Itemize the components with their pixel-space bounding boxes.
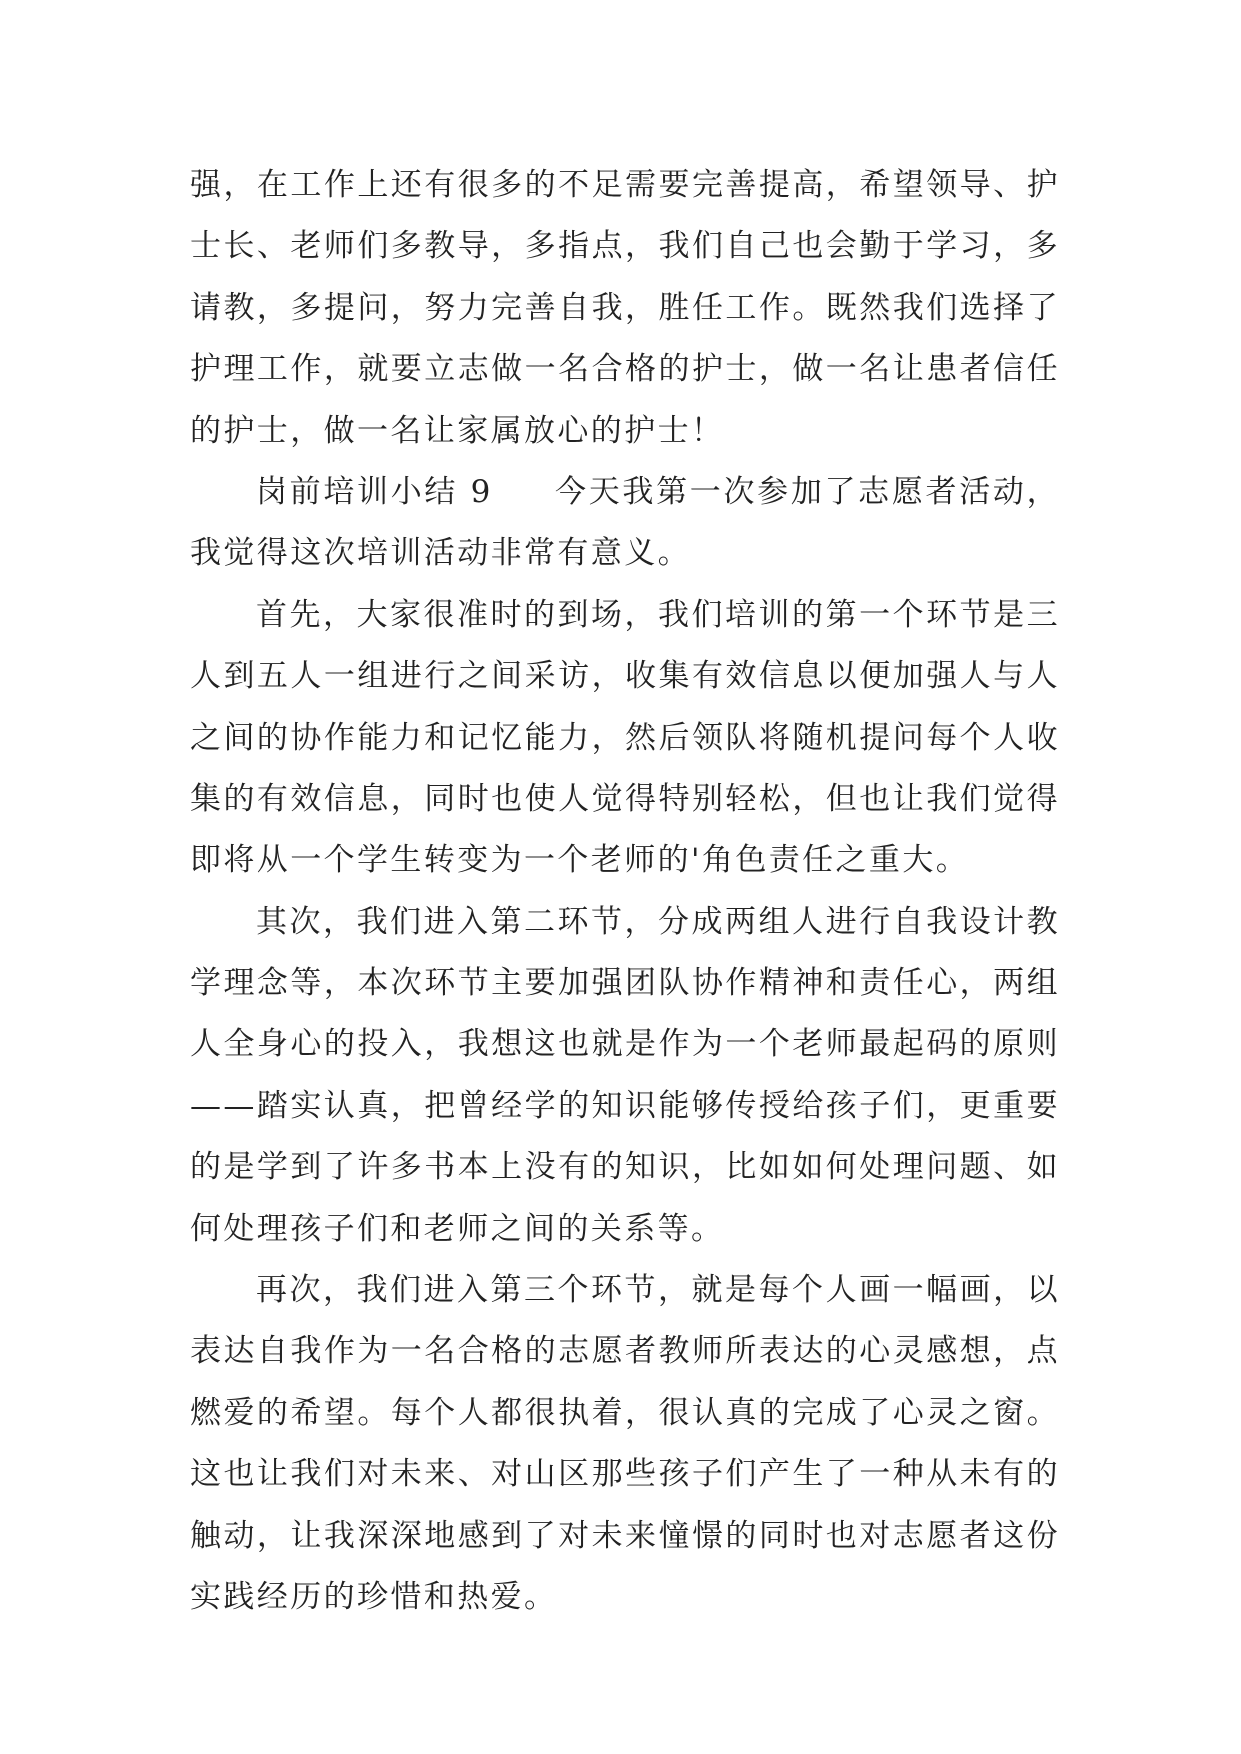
text-line: 人全身心的投入，我想这也就是作为一个老师最起码的原则	[190, 1026, 1060, 1063]
text-line: 人到五人一组进行之间采访，收集有效信息以便加强人与人	[190, 658, 1060, 695]
paragraph-start-line: 再次，我们进入第三个环节，就是每个人画一幅画，以	[256, 1272, 1060, 1309]
text-line: 这也让我们对未来、对山区那些孩子们产生了一种从未有的	[190, 1456, 1060, 1493]
text-line: 我觉得这次培训活动非常有意义。	[190, 535, 691, 572]
text-line: 士长、老师们多教导，多指点，我们自己也会勤于学习，多	[190, 228, 1060, 265]
paragraph-start-line: 其次，我们进入第二环节，分成两组人进行自我设计教	[256, 903, 1060, 940]
text-line: 的是学到了许多书本上没有的知识，比如如何处理问题、如	[190, 1149, 1060, 1186]
section-heading-line	[190, 462, 1060, 523]
document-body	[190, 155, 1060, 1628]
text-line: ——踏实认真，把曾经学的知识能够传授给孩子们，更重要	[190, 1087, 1060, 1124]
text-line: 请教，多提问，努力完善自我，胜任工作。既然我们选择了	[190, 289, 1060, 326]
section-title: 岗前培训小结	[256, 473, 459, 510]
paragraph-start-line: 首先，大家很准时的到场，我们培训的第一个环节是三	[256, 596, 1060, 633]
text-line: 护理工作，就要立志做一名合格的护士，做一名让患者信任	[190, 351, 1060, 388]
text-line: 集的有效信息，同时也使人觉得特别轻松，但也让我们觉得	[190, 780, 1060, 817]
section-first-sentence: 今天我第一次参加了志愿者活动，	[554, 473, 1060, 510]
text-line: 之间的协作能力和记忆能力，然后领队将随机提问每个人收	[190, 719, 1060, 756]
text-line: 的护士，做一名让家属放心的护士！	[190, 412, 725, 449]
text-line: 学理念等，本次环节主要加强团队协作精神和责任心，两组	[190, 965, 1060, 1002]
text-line: 表达自我作为一名合格的志愿者教师所表达的心灵感想，点	[190, 1333, 1060, 1370]
text-line: 燃爱的希望。每个人都很执着，很认真的完成了心灵之窗。	[190, 1394, 1060, 1431]
section-number: 9	[470, 473, 493, 510]
text-line: 实践经历的珍惜和热爱。	[190, 1578, 558, 1615]
text-line: 何处理孩子们和老师之间的关系等。	[190, 1210, 725, 1247]
text-line: 即将从一个学生转变为一个老师的'角色责任之重大。	[190, 842, 970, 879]
text-line: 强，在工作上还有很多的不足需要完善提高，希望领导、护	[190, 167, 1060, 203]
text-line: 触动，让我深深地感到了对未来憧憬的同时也对志愿者这份	[190, 1517, 1060, 1554]
